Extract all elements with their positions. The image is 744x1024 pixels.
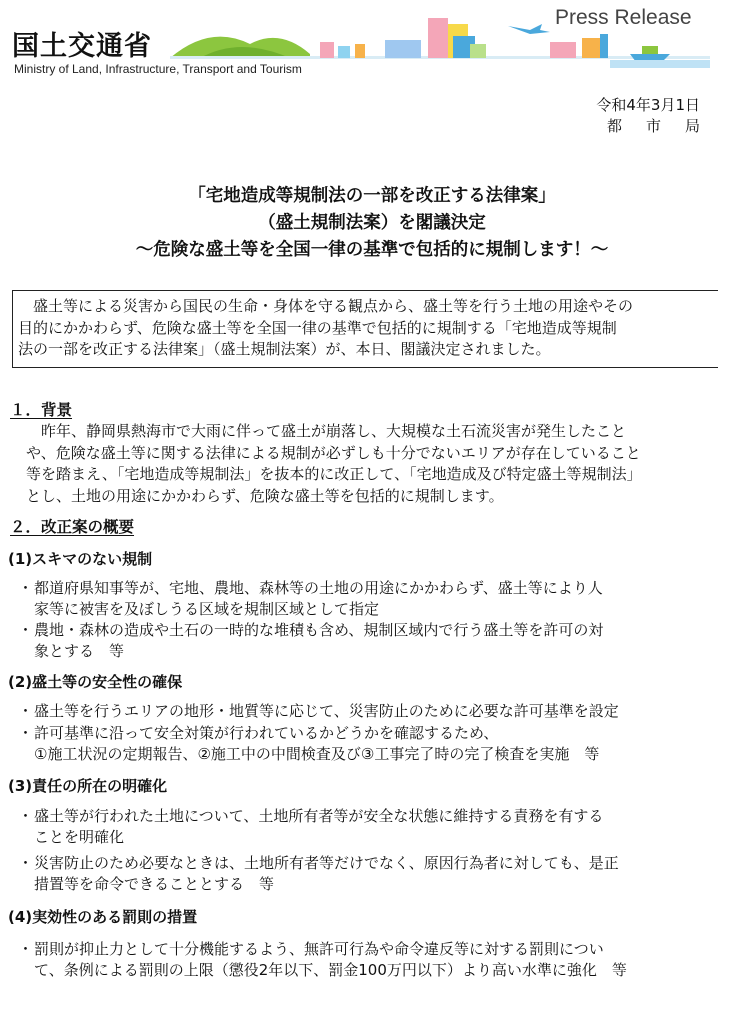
bullet-dot: ・ [18,702,34,720]
subsection-title-2: (2)盛土等の安全性の確保 [8,673,183,691]
title-line-3: ～危険な盛土等を全国一律の基準で包括的に規制します！～ [135,240,609,260]
paragraph-line: 昨年、静岡県熱海市で大雨に伴って盛土が崩落し、大規模な土石流災害が発生したこと [26,422,627,440]
paragraph-line: や、危険な盛土等に関する法律による規制が必ずしも十分でないエリアが存在していること [26,443,641,462]
title-line-1: 「宅地造成等規制法の一部を改正する法律案」 [188,186,556,206]
bullet-dot: ・ [18,724,34,742]
bullet-dot: ・ [18,621,34,639]
bullet-dot: ・ [18,807,34,825]
bullet-dot: ・ [18,854,34,872]
ministry-name-jp: 国土交通省 [12,31,152,62]
summary-line: 目的にかかわらず、危険な盛土等を全国一律の基準で包括的に規制する「宅地造成等規制 [18,318,617,337]
bullet-item: ・ 盛土等が行われた土地について、土地所有者等が安全な状態に維持する責務を有する ことを明確化 [18,807,604,846]
bullet-item: ・ 許可基準に沿って安全対策が行われているかどうかを確認するため、 ①施工状況の定期報告、②施工中の中間検査及び③工事完了時の完了検査を実施 等 [18,724,600,763]
department-name: 都市局 [606,117,724,135]
paragraph-line: とし、土地の用途にかかわらず、危険な盛土等を包括的に規制します。 [26,486,504,505]
section-heading-overview: ２．改正案の概要 [10,518,135,536]
cityscape-banner-illustration [170,14,710,78]
release-date: 令和4年3月1日 [596,96,700,114]
bullet-item: ・ 災害防止のため必要なときは、土地所有者等だけでなく、原因行為者に対しても、是正 措置等を命令できることとする 等 [18,854,619,893]
summary-line: 法の一部を改正する法律案」（盛土規制法案）が、本日、閣議決定されました。 [18,340,551,358]
ministry-name-en: Ministry of Land, Infrastructure, Transport and Tourism [14,62,302,76]
bullet-item: ・ 農地・森林の造成や土石の一時的な堆積も含め、規制区域内で行う盛土等を許可の対 象とする 等 [18,621,604,660]
background-paragraph [26,421,726,507]
date-block [596,95,724,137]
subsection-title-1: (1)スキマのない規制 [8,550,153,568]
section-heading-background: １．背景 [10,401,73,419]
summary-line: 盛土等による災害から国民の生命・身体を守る観点から、盛土等を行う土地の用途やその [18,297,634,315]
title-line-2: （盛土規制法案）を閣議決定 [258,213,486,233]
summary-text [18,296,718,361]
bullet-item: ・ 都道府県知事等が、宅地、農地、森林等の土地の用途にかかわらず、盛土等により人 家等に被害を及ぼしうる区域を規制区域として指定 [18,579,603,618]
press-release-label: Press Release [555,6,692,29]
bullet-item: ・ 盛土等を行うエリアの地形・地質等に応じて、災害防止のために必要な許可基準を設定 [18,702,619,720]
bullet-dot: ・ [18,579,34,597]
subsection-title-3: (3)責任の所在の明確化 [8,777,168,795]
paragraph-line: 等を踏まえ、「宅地造成等規制法」を抜本的に改正して、「宅地造成及び特定盛土等規制法」 [26,465,642,483]
subsection-title-4: (4)実効性のある罰則の措置 [8,908,198,926]
bullet-item: ・ 罰則が抑止力として十分機能するよう、無許可行為や命令違反等に対する罰則につい て、条例による罰則の上限（懲役2年以下、罰金100万円以下）より高い水準に強化 等 [18,940,627,979]
bullet-dot: ・ [18,940,34,958]
